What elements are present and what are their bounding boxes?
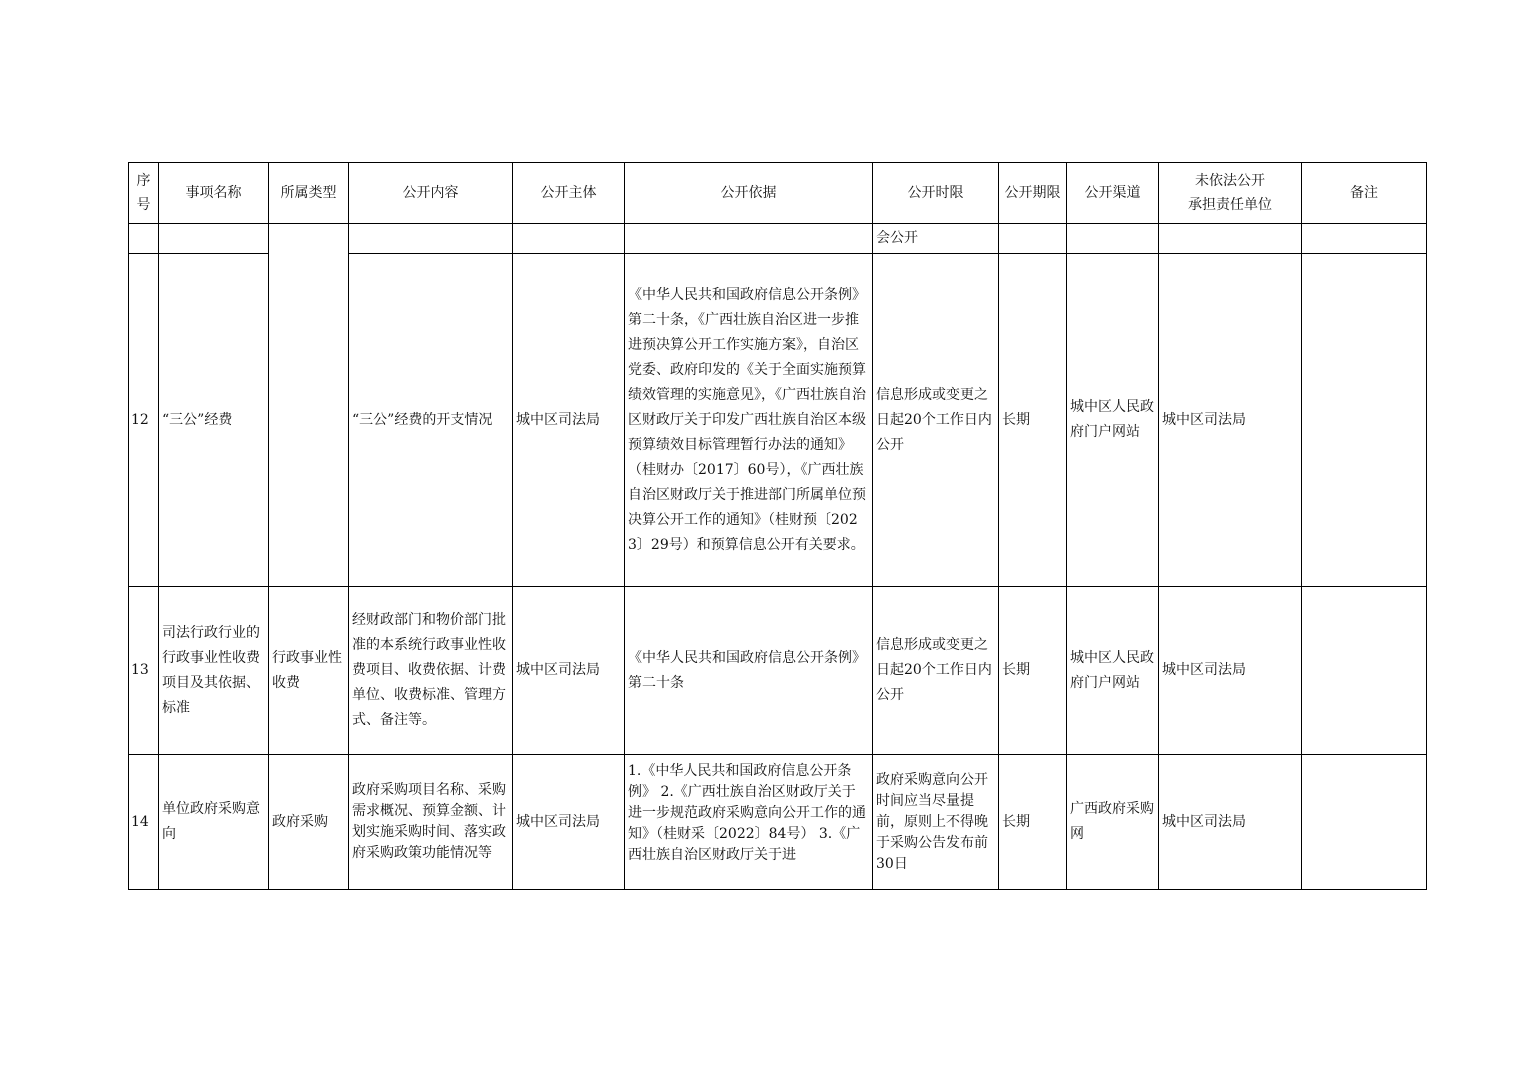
header-channel: 公开渠道	[1067, 163, 1159, 224]
cell-name: 单位政府采购意向	[159, 755, 269, 890]
cell-time-limit: 会公开	[873, 224, 999, 254]
header-time-limit: 公开时限	[873, 163, 999, 224]
cell-index: 14	[129, 755, 159, 890]
cell-type-merged	[269, 224, 349, 587]
table-row	[129, 587, 1427, 755]
cell-type: 行政事业性收费	[269, 587, 349, 755]
cell-time-limit: 信息形成或变更之日起20个工作日内公开	[873, 254, 999, 587]
cell-period: 长期	[999, 755, 1067, 890]
cell-responsible: 城中区司法局	[1159, 254, 1302, 587]
cell-index	[129, 224, 159, 254]
cell-channel: 城中区人民政府门户网站	[1067, 254, 1159, 587]
cell-subject: 城中区司法局	[513, 755, 625, 890]
cell-subject: 城中区司法局	[513, 254, 625, 587]
cell-content: “三公”经费的开支情况	[349, 254, 513, 587]
cell-content: 政府采购项目名称、采购需求概况、预算金额、计划实施采购时间、落实政府采购政策功能情况等	[349, 755, 513, 890]
cell-time-limit: 政府采购意向公开时间应当尽量提前，原则上不得晚于采购公告发布前30日	[873, 755, 999, 890]
cell-index: 12	[129, 254, 159, 587]
cell-name: 司法行政行业的行政事业性收费项目及其依据、标准	[159, 587, 269, 755]
cell-content: 经财政部门和物价部门批准的本系统行政事业性收费项目、收费依据、计费单位、收费标准、管理方式、备注等。	[349, 587, 513, 755]
cell-period: 长期	[999, 254, 1067, 587]
header-remarks: 备注	[1302, 163, 1427, 224]
header-content: 公开内容	[349, 163, 513, 224]
cell-channel	[1067, 224, 1159, 254]
cell-channel: 城中区人民政府门户网站	[1067, 587, 1159, 755]
header-responsible-line1: 未依法公开	[1195, 173, 1265, 189]
cell-subject: 城中区司法局	[513, 587, 625, 755]
header-row	[129, 163, 1427, 224]
cell-subject	[513, 224, 625, 254]
cell-responsible: 城中区司法局	[1159, 587, 1302, 755]
cell-period: 长期	[999, 587, 1067, 755]
cell-responsible	[1159, 224, 1302, 254]
cell-basis	[625, 224, 873, 254]
header-name: 事项名称	[159, 163, 269, 224]
cell-remarks	[1302, 587, 1427, 755]
header-basis: 公开依据	[625, 163, 873, 224]
cell-content	[349, 224, 513, 254]
header-responsible-line2: 承担责任单位	[1188, 197, 1272, 213]
cell-remarks	[1302, 254, 1427, 587]
cell-basis: 《中华人民共和国政府信息公开条例》第二十条，《广西壮族自治区进一步推进预决算公开工作实施方案》，自治区党委、政府印发的《关于全面实施预算绩效管理的实施意见》，《广西壮族自治区财政厅关于印发广西壮族自治区本级预算绩效目标管理暂行办法的通知》（桂财办〔2017〕60号），《广西壮族自治区财政厅关于推进部门所属单位预决算公开工作的通知》（桂财预〔2023〕29号）和预算信息公开有关要求。	[625, 254, 873, 587]
cell-time-limit: 信息形成或变更之日起20个工作日内公开	[873, 587, 999, 755]
header-type: 所属类型	[269, 163, 349, 224]
header-period: 公开期限	[999, 163, 1067, 224]
continuation-row	[129, 224, 1427, 254]
cell-remarks	[1302, 224, 1427, 254]
table-row	[129, 755, 1427, 890]
header-responsible	[1159, 163, 1302, 224]
cell-basis: 1.《中华人民共和国政府信息公开条例》 2.《广西壮族自治区财政厅关于进一步规范政府采购意向公开工作的通知》（桂财采〔2022〕84号） 3.《广西壮族自治区财政厅关于进	[625, 755, 873, 890]
cell-name	[159, 224, 269, 254]
header-index: 序号	[129, 163, 159, 224]
cell-period	[999, 224, 1067, 254]
cell-type: 政府采购	[269, 755, 349, 890]
cell-remarks	[1302, 755, 1427, 890]
cell-channel: 广西政府采购网	[1067, 755, 1159, 890]
header-subject: 公开主体	[513, 163, 625, 224]
cell-responsible: 城中区司法局	[1159, 755, 1302, 890]
cell-index: 13	[129, 587, 159, 755]
cell-basis: 《中华人民共和国政府信息公开条例》第二十条	[625, 587, 873, 755]
disclosure-table	[128, 162, 1427, 890]
cell-name: “三公”经费	[159, 254, 269, 587]
